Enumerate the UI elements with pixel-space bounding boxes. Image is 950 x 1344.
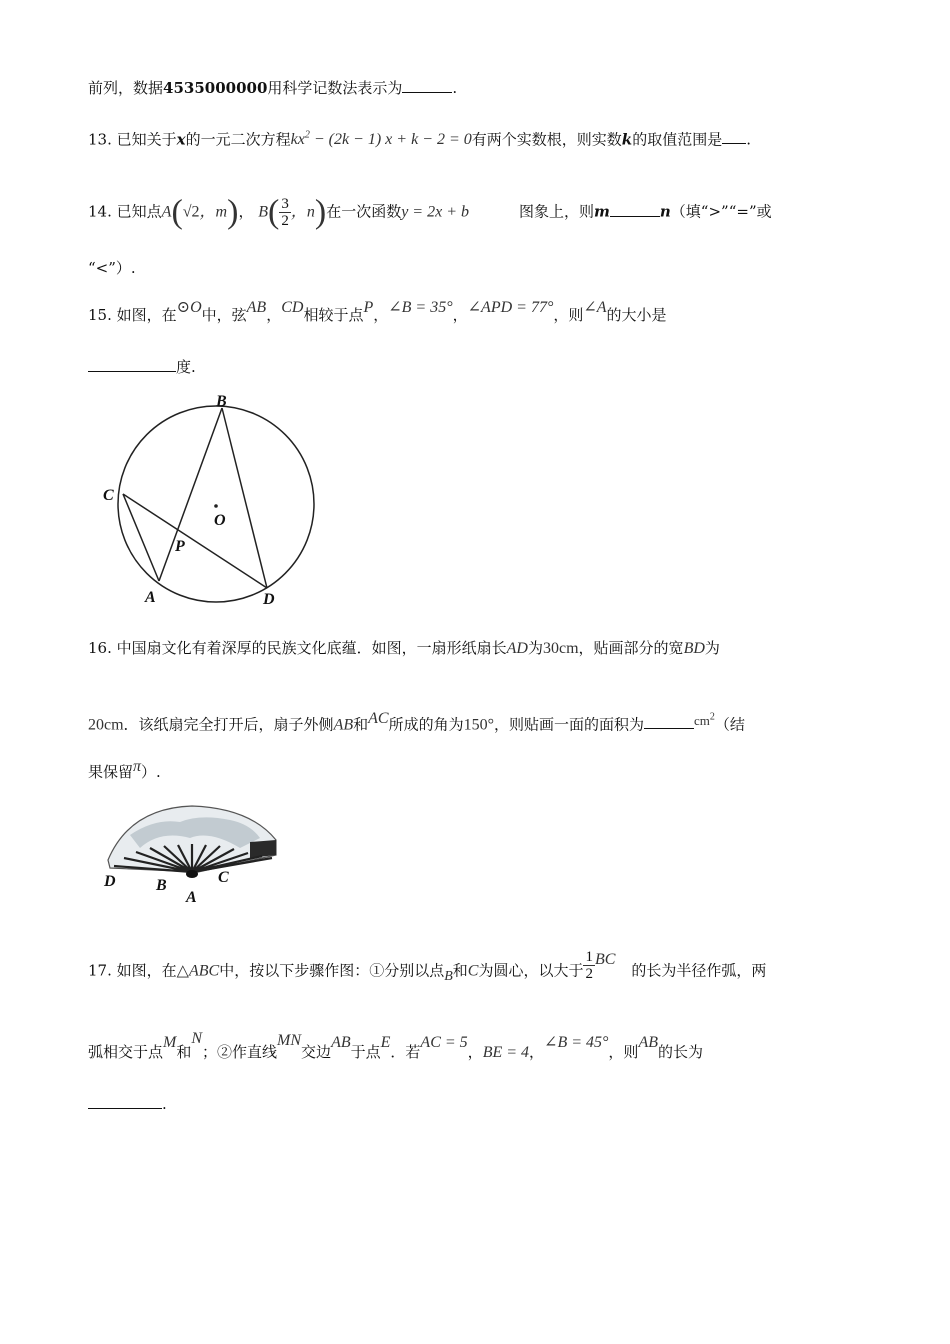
fraction: $\frac{1}{2}$ (585, 949, 593, 982)
question-number: 13. (88, 130, 112, 149)
fan-pivot (186, 870, 198, 878)
label-d: D (104, 873, 116, 890)
q12-line: 前列，数据4535000000用科学记数法表示为 . (88, 79, 458, 97)
q16-line: 16. 中国扇文化有着深厚的民族文化底蕴．如图，一扇形纸扇长AD为30cm，贴画部分的宽BD为 (88, 639, 720, 657)
fan-dark-band (250, 840, 276, 858)
segment-bd (222, 408, 267, 588)
answer-blank[interactable] (88, 357, 176, 372)
question-number: 14. (88, 202, 112, 221)
question-number: 17. (88, 961, 112, 980)
q15-line2: 度. (88, 357, 196, 377)
q17-line3: . (88, 1094, 167, 1114)
q17-line2: 弧相交于点M和N；②作直线MN交边AB于点E．若AC = 5，BE = 4，∠B = 45°，则AB的长为 (88, 1030, 703, 1061)
q12-text: 用科学记数法表示为 (267, 79, 403, 97)
label-c: C (218, 869, 229, 886)
label-a: A (145, 589, 156, 606)
label-o: O (214, 512, 226, 529)
label-d: D (263, 591, 275, 608)
question-number: 15. (88, 306, 112, 324)
chord-ab (159, 408, 222, 581)
answer-blank[interactable] (610, 202, 660, 217)
q16-line2: 20cm．该纸扇完全打开后，扇子外侧AB和AC所成的角为150°，则贴画一面的面积为 $cm^2$（结 (88, 710, 745, 734)
q14-line2: “<”）. (88, 259, 136, 277)
answer-blank[interactable] (88, 1094, 162, 1109)
equation: $kx^2 - (2k - 1) x + k - 2 = 0$ (290, 130, 472, 149)
fraction: $\frac{3}{2}$ (281, 196, 289, 229)
q17-line: 17. 如图，在△ABC中，按以下步骤作图：①分别以点B和C为圆心，以大于 $\frac{1}{2}$ BC的长为半径作弧，两 (88, 949, 767, 984)
label-p: P (175, 538, 185, 555)
chord-cd (123, 494, 267, 588)
label-a: A (186, 889, 197, 906)
q16-line3: 果保留π）. (88, 758, 161, 781)
circle-o (118, 406, 314, 602)
function-equation: y = 2x + b (401, 203, 469, 221)
q13-line: 13. 已知关于x的一元二次方程$kx^2 - (2k - 1) x + k - 2 = 0$有两个实数根，则实数k的取值范围是 . (88, 130, 751, 149)
answer-blank[interactable] (402, 78, 452, 93)
circle-figure (95, 390, 325, 610)
answer-blank[interactable] (644, 714, 694, 729)
q12-text: 前列，数据 (88, 79, 164, 97)
q14-line: 14. 已知点A(√2，m)， B( $\frac{3}{2}$ ，n)在一次函数y = 2x + b 图象上，则m n（填“>”“=”或 (88, 193, 772, 231)
label-b: B (216, 393, 227, 410)
q12-number: 4535000000 (163, 79, 268, 97)
fan-figure (100, 800, 285, 908)
q15-line: 15. 如图，在⊙O中，弦AB，CD相较于点P，∠B = 35°，∠APD = 77°，则∠A的大小是 (88, 299, 667, 324)
label-c: C (103, 487, 114, 504)
question-number: 16. (88, 639, 112, 657)
center-point (214, 504, 218, 508)
label-b: B (156, 877, 167, 894)
answer-blank[interactable] (722, 129, 746, 144)
